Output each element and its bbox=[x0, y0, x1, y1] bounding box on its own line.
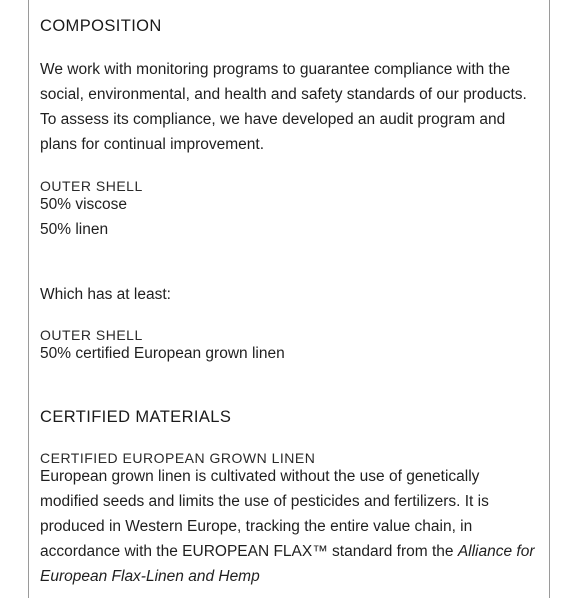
which-has-at-least-text: Which has at least: bbox=[40, 286, 171, 303]
certified-linen-text-italic: Alliance for European Flax-Linen and Hemp bbox=[40, 543, 535, 585]
certified-linen-text-main: European grown linen is cultivated without the use of genetically modified seeds and limits the use of pesticides and fertilizers. It is produced in Western Europe, tracking the entire value chain, in accordance with the EUROPEAN FLAX™ standard from the bbox=[40, 468, 489, 560]
outer-shell-label: OUTER SHELL bbox=[40, 178, 143, 194]
composition-heading: COMPOSITION bbox=[40, 17, 162, 35]
certified-outer-shell-label: OUTER SHELL bbox=[40, 327, 143, 343]
certified-outer-shell-item: 50% certified European grown linen bbox=[40, 345, 285, 362]
composition-intro-text: We work with monitoring programs to guarantee compliance with the social, environmental, and health and safety standards of our products. To assess its compliance, we have developed an audit program and plans for continual improvement. bbox=[40, 61, 527, 153]
outer-shell-item-linen: 50% linen bbox=[40, 221, 109, 238]
certified-linen-label: CERTIFIED EUROPEAN GROWN LINEN bbox=[40, 450, 316, 466]
certified-linen-text bbox=[40, 464, 536, 589]
outer-shell-item-viscose: 50% viscose bbox=[40, 196, 128, 213]
certified-materials-heading: CERTIFIED MATERIALS bbox=[40, 408, 232, 426]
